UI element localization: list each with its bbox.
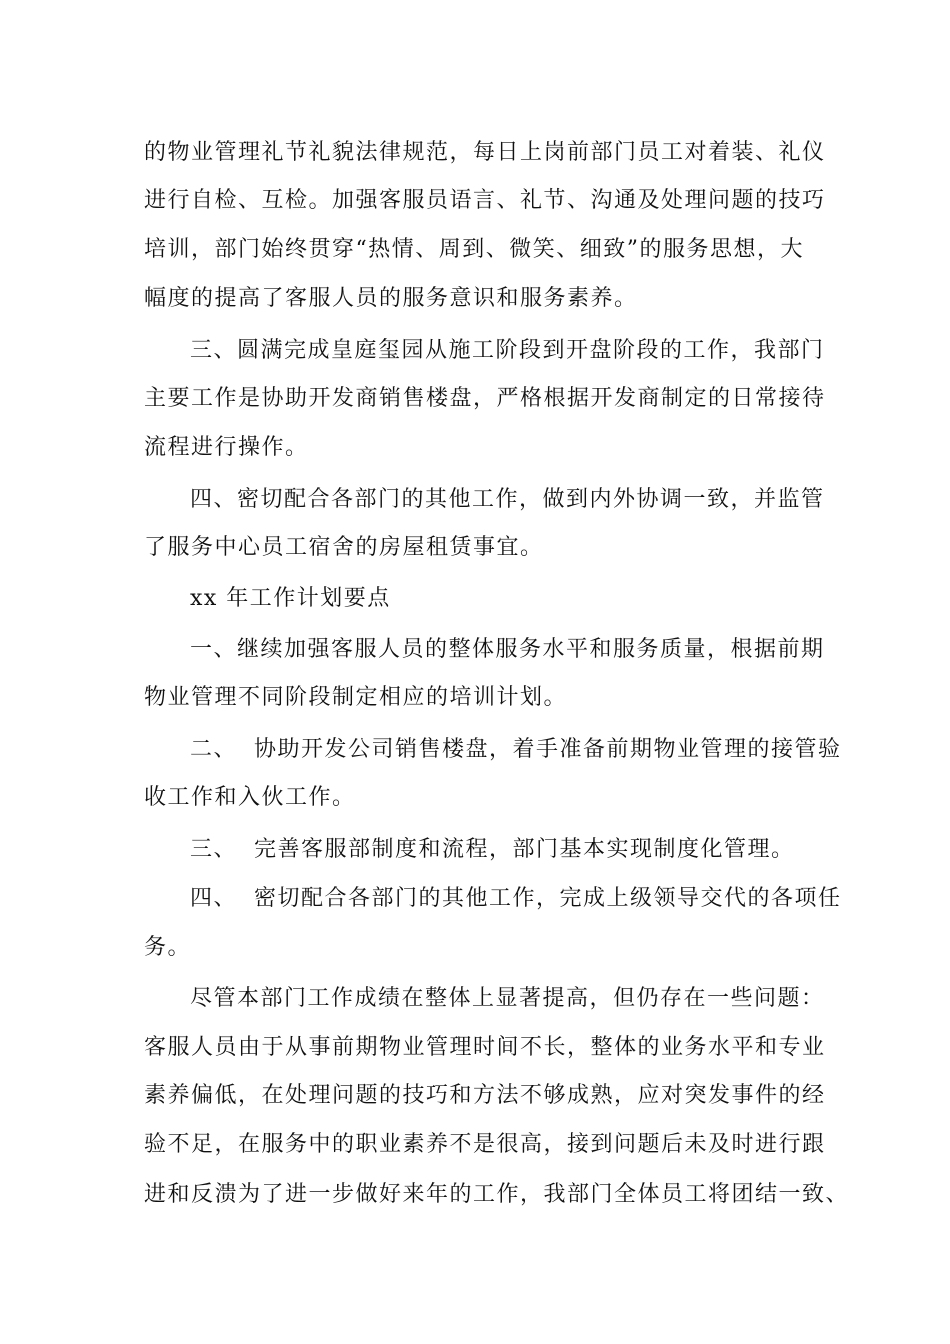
text-line-22: 进和反溃为了进一步做好来年的工作，我部门全体员工将团结一致、 <box>144 1182 850 1207</box>
text-line-20: 素养偏低，在处理问题的技巧和方法不够成熟，应对突发事件的经 <box>144 1083 826 1108</box>
text-line-13: 二、 协助开发公司销售楼盘，着手准备前期物业管理的接管验 <box>190 737 842 762</box>
text-line-9: 了服务中心员工宿舍的房屋租赁事宜。 <box>144 535 544 560</box>
text-line-12: 物业管理不同阶段制定相应的培训计划。 <box>144 685 568 710</box>
text-line-17: 务。 <box>144 935 192 960</box>
text-line-11: 一、继续加强客服人员的整体服务水平和服务质量，根据前期 <box>190 637 825 662</box>
text-line-8: 四、密切配合各部门的其他工作，做到内外协调一致，并监管 <box>190 487 825 512</box>
text-line-1: 的物业管理礼节礼貌法律规范，每日上岗前部门员工对着装、礼仪 <box>144 140 826 165</box>
text-line-14: 收工作和入伙工作。 <box>144 785 356 810</box>
text-line-15: 三、 完善客服部制度和流程，部门基本实现制度化管理。 <box>190 837 795 862</box>
text-line-2: 进行自检、互检。加强客服员语言、礼节、沟通及处理问题的技巧 <box>144 188 826 213</box>
text-line-3: 培训，部门始终贯穿“热情、周到、微笑、细致”的服务思想，大 <box>144 237 804 262</box>
text-line-16: 四、 密切配合各部门的其他工作，完成上级领导交代的各项任 <box>190 886 842 911</box>
text-line-6: 主要工作是协助开发商销售楼盘，严格根据开发商制定的日常接待 <box>144 386 826 411</box>
text-line-21: 验不足，在服务中的职业素养不是很高，接到问题后未及时进行跟 <box>144 1132 826 1157</box>
text-line-5: 三、圆满完成皇庭玺园从施工阶段到开盘阶段的工作，我部门 <box>190 338 825 363</box>
text-line-7: 流程进行操作。 <box>144 435 309 460</box>
text-line-19: 客服人员由于从事前期物业管理时间不长，整体的业务水平和专业 <box>144 1035 826 1060</box>
text-line-4: 幅度的提高了客服人员的服务意识和服务素养。 <box>144 286 638 311</box>
text-line-18: 尽管本部门工作成绩在整体上显著提高，但仍存在一些问题： <box>190 986 825 1011</box>
section-heading: xx 年工作计划要点 <box>190 586 391 611</box>
